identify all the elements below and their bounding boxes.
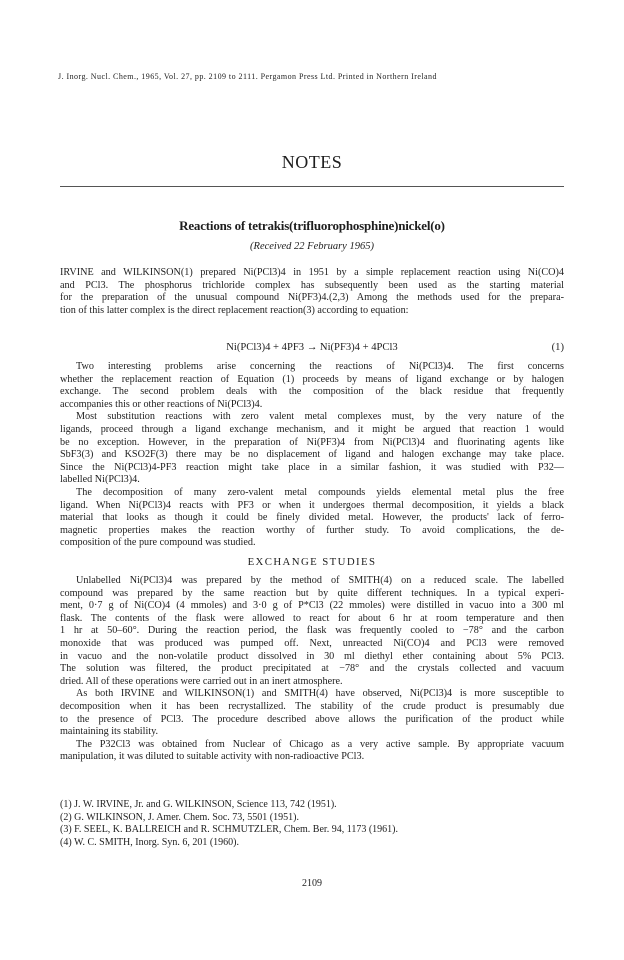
text-line: ment, 0·7 g of Ni(CO)4 (4 mmoles) and 3·0 g of P*Cl3 (22 mmoles) were distilled in vacuo into a 300 ml <box>60 600 564 612</box>
text-line: exchange. The second problem deals with the composition of the black residue that frequently <box>60 386 564 398</box>
text-line: accompanies this or other reactions of Ni(PCl3)4. <box>60 398 263 410</box>
text-line: ligand. When Ni(PCl3)4 reacts with PF3 or when it undergoes thermal decomposition, it yields a black <box>60 499 564 511</box>
text-line: and PCl3. The phosphorus trichloride complex has subsequently been used as the starting material <box>60 279 564 291</box>
text-line: magnetic properties makes the reaction worthy of further study. To avoid complications, the de- <box>60 524 564 536</box>
text-line: decomposition when it has been recrystallized. The stability of the crude product is presumably due <box>60 701 564 712</box>
divider-rule <box>60 186 564 187</box>
text-line: Most substitution reactions with zero valent metal complexes must, by the very nature of the <box>76 411 564 423</box>
text-line: Unlabelled Ni(PCl3)4 was prepared by the method of SMITH(4) on a reduced scale. The labelled <box>76 575 564 586</box>
reference-item: (3) F. SEEL, K. BALLREICH and R. SCHMUTZLER, Chem. Ber. 94, 1173 (1961). <box>60 824 398 836</box>
text-line: The decomposition of many zero-valent metal compounds yields elemental metal plus the free <box>76 487 564 498</box>
reference-item: (4) W. C. SMITH, Inorg. Syn. 6, 201 (1960). <box>60 836 239 848</box>
article-title: Reactions of tetrakis(trifluorophosphine)nickel(o) <box>179 218 445 233</box>
equation: Ni(PCl3)4 + 4PF3 → Ni(PF3)4 + 4PCl3 <box>226 342 398 353</box>
text-line: in vacuo and the non-volatile product dissolved in 30 ml diethyl ether containing about 5% PCl3. <box>60 650 564 662</box>
text-line: 1 hr at 50–60°. During the reaction period, the flask was frequently cooled to −78° and the carbon <box>60 625 564 637</box>
exchange-heading: EXCHANGE STUDIES <box>247 556 377 568</box>
text-line: The solution was filtered, the product precipitated at −78° and the crystals collected and vacuum <box>60 663 564 675</box>
text-line: for the preparation of the unusual compound Ni(PF3)4.(2,3) Among the methods used for the prepara- <box>60 292 564 304</box>
text-line: flask. The contents of the flask were allowed to react for about 6 hr at room temperature and then <box>60 612 564 624</box>
text-line: monoxide that was produced was pumped off. Next, unreacted Ni(CO)4 and PCl3 were removed <box>60 638 564 649</box>
text-line: ligands, proceed through a ligand exchange mechanism, and it might be argued that reaction 1 would <box>60 424 564 435</box>
text-line: The P32Cl3 was obtained from Nuclear of Chicago as a very active sample. By appropriate vacuum <box>76 738 564 750</box>
text-line: maintaining its stability. <box>60 726 159 738</box>
text-line: material that looks as though it could be finely divided metal. However, the products' lack of ferro- <box>60 512 564 524</box>
text-line: SbF3(3) and KSO2F(3) there may be no displacement of ligand and halogen exchange may take place. <box>60 449 564 461</box>
text-line: be no exception. However, in the preparation of Ni(PF3)4 from Ni(PCl3)4 and fluorinating agents like <box>60 436 564 448</box>
text-line: Since the Ni(PCl3)4-PF3 reaction might take place in a similar fashion, it was studied with P32— <box>60 461 564 473</box>
text-line: tion of this latter complex is the direct replacement reaction(3) according to equation: <box>60 304 409 316</box>
text-line: compound was prepared by the same reaction but by quite different techniques. In a typical experi- <box>60 587 564 599</box>
text-line: dried. All of these operations were carried out in an inert atmosphere. <box>60 675 343 687</box>
text-line: labelled Ni(PCl3)4. <box>60 474 140 486</box>
text-line: manipulation, it was diluted to suitable activity with non-radioactive PCl3. <box>60 751 365 763</box>
text-line: IRVINE and WILKINSON(1) prepared Ni(PCl3)4 in 1951 by a simple replacement reaction using Ni(CO)4 <box>60 267 564 278</box>
text-line: As both IRVINE and WILKINSON(1) and SMITH(4) have observed, Ni(PCl3)4 is more susceptible to <box>76 688 564 700</box>
equation-number: (1) <box>551 342 564 353</box>
received-date: (Received 22 February 1965) <box>250 241 374 252</box>
section-heading: NOTES <box>281 152 343 172</box>
journal-header: J. Inorg. Nucl. Chem., 1965, Vol. 27, pp. 2109 to 2111. Pergamon Press Ltd. Printed in Northern Ireland <box>58 72 437 81</box>
reference-item: (1) J. W. IRVINE, Jr. and G. WILKINSON, Science 113, 742 (1951). <box>60 799 337 810</box>
text-line: composition of the pure compound was studied. <box>60 537 256 549</box>
page-number: 2109 <box>302 878 322 889</box>
reference-item: (2) G. WILKINSON, J. Amer. Chem. Soc. 73, 5501 (1951). <box>60 811 299 823</box>
text-line: whether the replacement reaction of Equation (1) proceeds by means of ligand exchange or by halogen <box>60 373 564 385</box>
text-line: to the presence of PCl3. The procedure described above allows the purification of the product while <box>60 713 564 725</box>
text-line: Two interesting problems arise concerning the reactions of Ni(PCl3)4. The first concerns <box>76 361 564 372</box>
